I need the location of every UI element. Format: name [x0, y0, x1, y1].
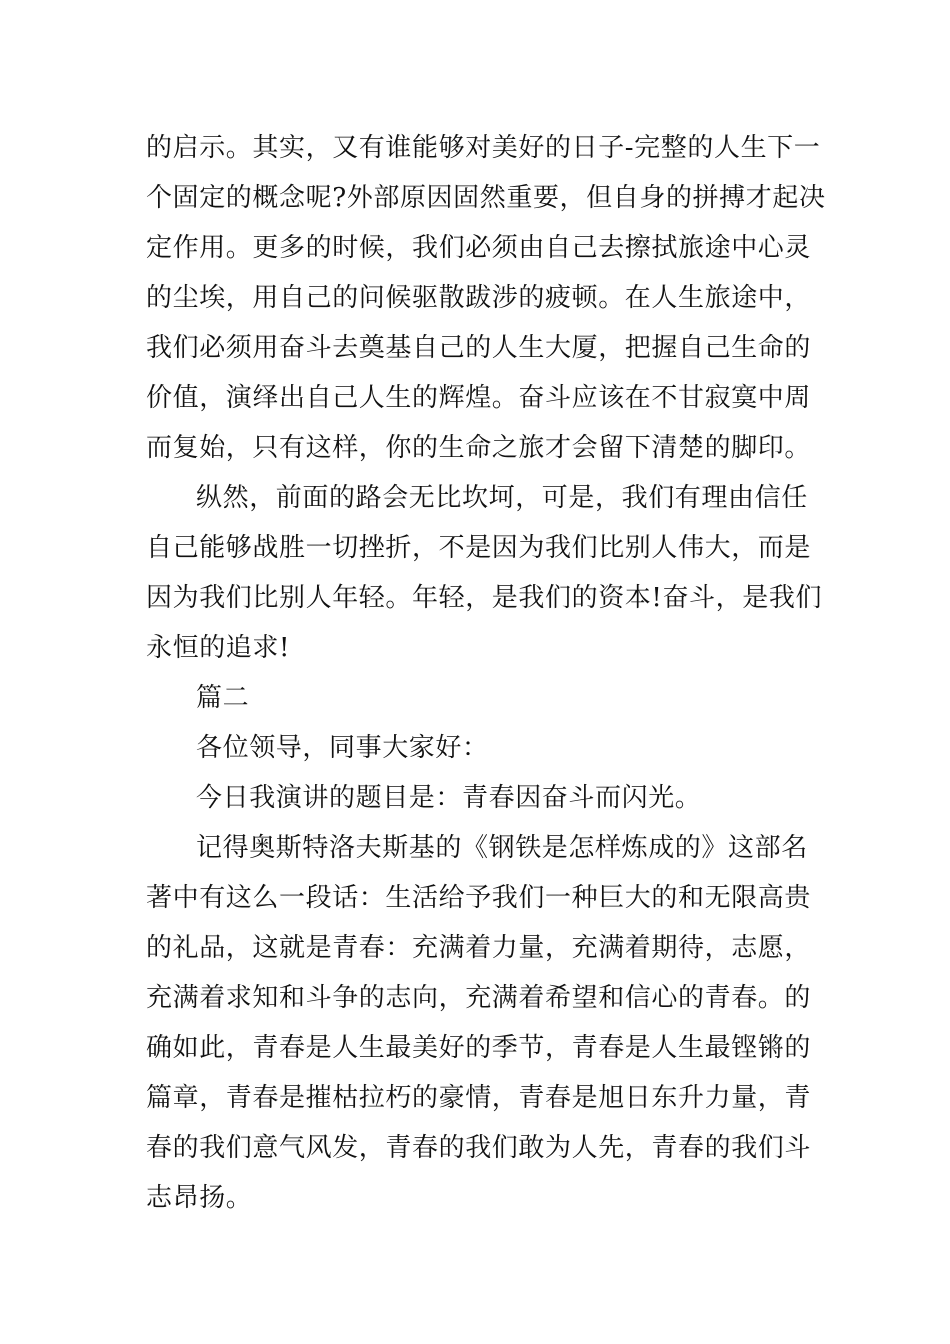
text-line: 著中有这么一段话：生活给予我们一种巨大的和无限高贵	[146, 883, 812, 913]
text-line: 价值，演绎出自己人生的辉煌。奋斗应该在不甘寂寞中周	[146, 383, 812, 413]
text-line: 的礼品，这就是青春：充满着力量，充满着期待，志愿，	[146, 933, 812, 963]
text-line: 充满着求知和斗争的志向，充满着希望和信心的青春。的	[146, 983, 812, 1013]
text-line: 自己能够战胜一切挫折，不是因为我们比别人伟大，而是	[146, 533, 812, 563]
greeting-line: 各位领导，同事大家好：	[196, 733, 489, 763]
text-line: 篇章，青春是摧枯拉朽的豪情，青春是旭日东升力量，青	[146, 1083, 812, 1113]
text-line: 定作用。更多的时候，我们必须由自己去擦拭旅途中心灵	[146, 233, 812, 263]
section-heading: 篇二	[196, 683, 250, 713]
text-line: 我们必须用奋斗去奠基自己的人生大厦，把握自己生命的	[146, 333, 812, 363]
topic-line: 今日我演讲的题目是：青春因奋斗而闪光。	[196, 783, 702, 813]
text-line: 永恒的追求!	[146, 633, 291, 663]
text-line: 确如此，青春是人生最美好的季节，青春是人生最铿锵的	[146, 1033, 812, 1063]
text-line: 因为我们比别人年轻。年轻，是我们的资本!奋斗，是我们	[146, 583, 823, 613]
text-line: 的启示。其实，又有谁能够对美好的日子-完整的人生下一	[146, 133, 821, 163]
paragraph-first-line: 纵然，前面的路会无比坎坷，可是，我们有理由信任	[196, 483, 808, 513]
text-line: 志昂扬。	[146, 1183, 253, 1213]
text-line: 的尘埃，用自己的问候驱散跋涉的疲顿。在人生旅途中，	[146, 283, 812, 313]
text-line: 个固定的概念呢?外部原因固然重要，但自身的拼搏才起决	[146, 183, 826, 213]
text-line: 春的我们意气风发，青春的我们敢为人先，青春的我们斗	[146, 1133, 812, 1163]
text-line: 而复始，只有这样，你的生命之旅才会留下清楚的脚印。	[146, 433, 812, 463]
paragraph-first-line: 记得奥斯特洛夫斯基的《钢铁是怎样炼成的》这部名	[196, 833, 808, 863]
